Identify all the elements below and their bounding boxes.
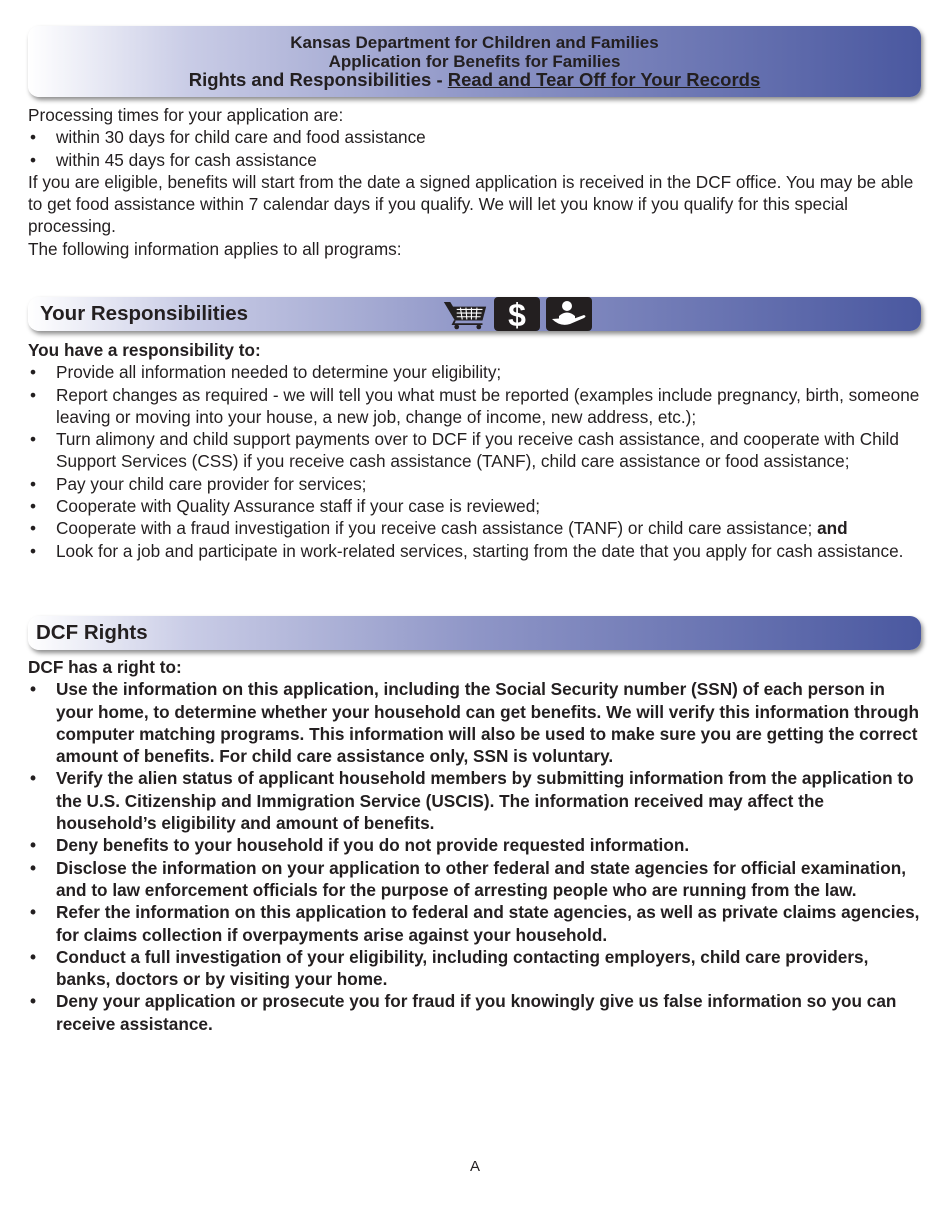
- tear-off-note: Read and Tear Off for Your Records: [447, 69, 761, 90]
- list-item: • Look for a job and participate in work-related services, starting from the date that you apply for cash assistance.: [28, 540, 923, 562]
- svg-text:$: $: [508, 297, 526, 331]
- list-item: • within 45 days for cash assistance: [28, 149, 923, 171]
- processing-intro: Processing times for your application are:: [28, 105, 344, 125]
- list-item: • Conduct a full investigation of your eligibility, including contacting employers, child care providers, banks, doctors or by visiting your home.: [28, 946, 923, 991]
- form-subtitle: [28, 71, 921, 90]
- rights-list: [28, 678, 923, 1035]
- header-banner: [28, 26, 921, 97]
- list-item: • Provide all information needed to determine your eligibility;: [28, 361, 923, 383]
- shopping-cart-icon: [442, 297, 488, 331]
- list-item: • Verify the alien status of applicant household members by submitting information from the application to the U.S. Citizenship and Immigration Service (USCIS). The information received may affect the household’s eligibility and amount of benefits.: [28, 767, 923, 834]
- caring-hand-icon: [546, 297, 592, 331]
- list-item-text: Cooperate with a fraud investigation if you receive cash assistance (TANF) or child care assistance;: [56, 518, 818, 539]
- list-item: • Deny benefits to your household if you do not provide requested information.: [28, 834, 923, 856]
- form-title: Application for Benefits for Families: [328, 51, 621, 71]
- rights-intro: DCF has a right to:: [28, 657, 182, 677]
- list-item: • Disclose the information on your application to other federal and state agencies for official examination, and to law enforcement officials for the purpose of arresting people who are running from the law.: [28, 857, 923, 902]
- dollar-sign-icon: [494, 297, 540, 331]
- list-item: • Refer the information on this application to federal and state agencies, as well as private claims agencies, for claims collection if overpayments arise against your household.: [28, 901, 923, 946]
- eligibility-paragraph: If you are eligible, benefits will start from the date a signed application is received in the DCF office. You may be able to get food assistance within 7 calendar days if you qualify. We will let you know if you qualify for this special processing.: [28, 171, 914, 237]
- responsibilities-section: [28, 339, 923, 562]
- responsibilities-list: [28, 361, 923, 562]
- responsibilities-intro: You have a responsibility to:: [28, 340, 261, 360]
- applies-note: The following information applies to all programs:: [28, 238, 402, 259]
- page-label: A: [469, 1158, 480, 1175]
- list-item: • Report changes as required - we will tell you what must be reported (examples include pregnancy, birth, someone leaving or moving into your house, a new job, change of income, new address, etc.);: [28, 384, 923, 429]
- list-item: • Turn alimony and child support payments over to DCF if you receive cash assistance, and cooperate with Child Support Services (CSS) if you receive cash assistance (TANF), child care assistance or food assistance;: [28, 428, 923, 473]
- list-item: • within 30 days for child care and food assistance: [28, 126, 923, 148]
- rights-banner: [28, 616, 921, 650]
- list-item: • Pay your child care provider for services;: [28, 473, 923, 495]
- subtitle-prefix: Rights and Responsibilities -: [188, 69, 448, 90]
- processing-list: [28, 126, 923, 171]
- processing-section: [28, 104, 923, 260]
- section-title: DCF Rights: [36, 621, 148, 644]
- list-item: • Deny your application or prosecute you for fraud if you knowingly give us false information so you can receive assistance.: [28, 990, 923, 1035]
- rights-section: [28, 656, 923, 1035]
- section-title: Your Responsibilities: [40, 302, 249, 325]
- list-item: • Use the information on this application, including the Social Security number (SSN) of each person in your home, to determine whether your household can get benefits. We will verify this information through computer matching programs. This information will also be used to make sure you are getting the correct amount of benefits. For child care assistance only, SSN is voluntary.: [28, 678, 923, 767]
- agency-name: Kansas Department for Children and Families: [290, 33, 659, 52]
- list-item: • Cooperate with Quality Assurance staff if your case is reviewed;: [28, 495, 923, 517]
- responsibilities-banner: [28, 297, 921, 331]
- list-item: [28, 517, 923, 539]
- and-word: and: [817, 518, 848, 539]
- program-icons: [442, 297, 592, 331]
